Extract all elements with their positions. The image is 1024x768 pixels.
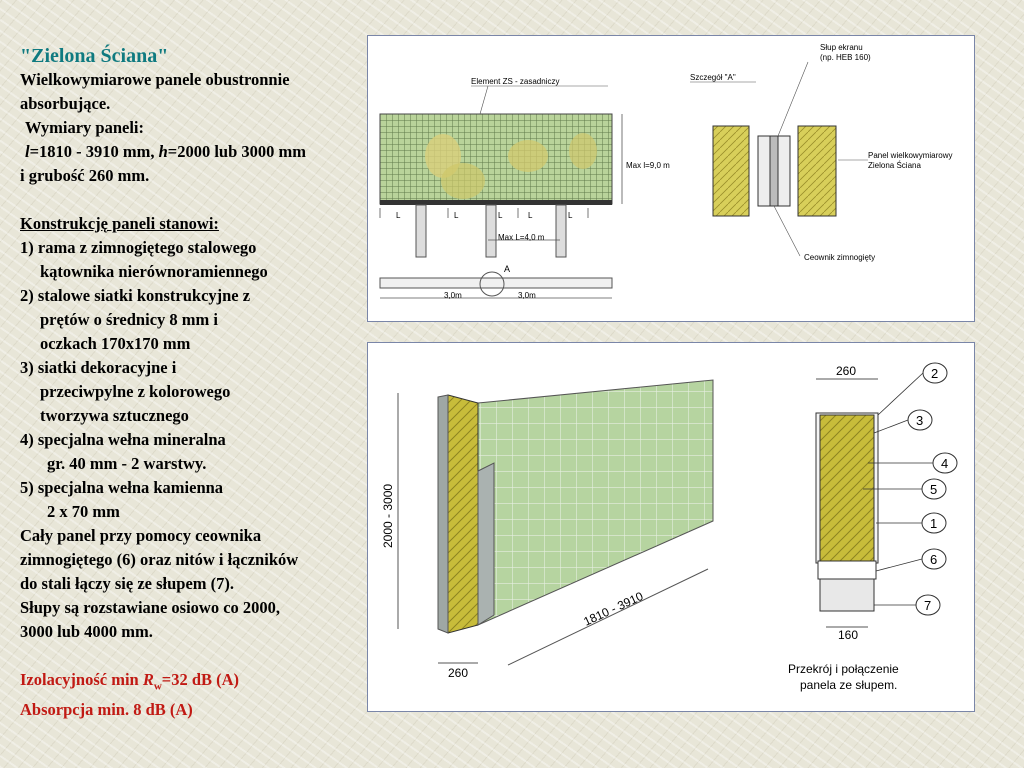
slide-title: "Zielona Ściana" xyxy=(20,45,169,67)
max-height-label: Max l=9,0 m xyxy=(626,161,670,170)
section-caption-2: panela ze słupem. xyxy=(800,678,898,692)
span-letter: L xyxy=(498,211,503,220)
posts xyxy=(416,205,566,257)
span-letter: L xyxy=(528,211,533,220)
var-h: h xyxy=(158,142,168,161)
item-line: prętów o średnicy 8 mm i xyxy=(40,310,218,329)
section-wool xyxy=(820,415,874,561)
dim-thickness: 260 xyxy=(448,666,469,680)
callout-3: 3 xyxy=(916,413,924,428)
column-sublabel: (np. HEB 160) xyxy=(820,53,871,62)
item-line: gr. 40 mm - 2 warstwy. xyxy=(47,454,207,473)
callout-6: 6 xyxy=(930,552,938,567)
construction-item-4 xyxy=(20,428,365,476)
panel-edge xyxy=(448,395,478,633)
spacing-label: 3,0m xyxy=(518,291,536,300)
intro-line-1: Wielkowymiarowe panele obustronnie xyxy=(20,70,290,89)
construction-item-5 xyxy=(20,476,365,524)
callout-5: 5 xyxy=(930,482,938,497)
body-line: zimnogiętego (6) oraz nitów i łączników xyxy=(20,550,299,569)
var-r: R xyxy=(142,670,154,689)
var-r-subscript: w xyxy=(153,680,162,693)
insulation-line xyxy=(20,668,365,698)
construction-item-1 xyxy=(20,236,365,284)
var-l: l xyxy=(25,142,30,161)
body-line: Cały panel przy pomocy ceownika xyxy=(20,526,262,545)
item-line: 5) specjalna wełna kamienna xyxy=(20,478,224,497)
callout-7: 7 xyxy=(924,598,932,613)
item-line: przeciwpylne z kolorowego xyxy=(40,382,231,401)
dim-length: 1810 - 3910 xyxy=(581,588,646,629)
section-channel xyxy=(818,561,876,579)
detail-label: Szczegół "A" xyxy=(690,73,736,82)
body-line: Słupy są rozstawiane osiowo co 2000, xyxy=(20,598,281,617)
construction-item-2 xyxy=(20,284,365,356)
column-label: Słup ekranu xyxy=(820,43,863,52)
span-letter: L xyxy=(454,211,459,220)
dim-post-width: 160 xyxy=(838,628,859,642)
dim-section-width: 260 xyxy=(836,364,857,378)
callout-4: 4 xyxy=(941,456,949,471)
dimensions-thickness: i grubość 260 mm. xyxy=(20,166,150,185)
dims-h-value: =2000 lub 3000 mm xyxy=(167,142,307,161)
absorption-line: Absorpcja min. 8 dB (A) xyxy=(20,700,193,720)
detail-panel-right xyxy=(798,126,836,216)
dims-l-value: =1810 - 3910 mm, xyxy=(29,142,159,161)
plan-strip xyxy=(380,278,612,288)
item-line: oczkach 170x170 mm xyxy=(40,334,191,353)
detail-mark: A xyxy=(504,264,511,274)
insulation-value: =32 dB (A) xyxy=(161,670,240,689)
section-post xyxy=(820,579,874,611)
element-label: Element ZS - zasadniczy xyxy=(471,77,560,86)
foliage xyxy=(569,133,597,169)
panel-label: Panel wielkowymiarowy xyxy=(868,151,953,160)
construction-item-3 xyxy=(20,356,365,428)
item-line: 1) rama z zimnogiętego stalowego xyxy=(20,238,257,257)
body-line: do stali łączy się ze słupem (7). xyxy=(20,574,235,593)
construction-heading: Konstrukcję paneli stanowi: xyxy=(20,214,219,233)
section-caption-1: Przekrój i połączenie xyxy=(788,662,899,676)
section-svg xyxy=(368,343,974,711)
detail-panel-left xyxy=(713,126,749,216)
elevation-svg xyxy=(368,36,974,321)
panel-face xyxy=(478,380,713,625)
insulation-prefix: Izolacyjność min xyxy=(20,670,143,689)
dimensions-heading: Wymiary paneli: xyxy=(25,118,145,137)
spacing-label: 3,0m xyxy=(444,291,462,300)
description-column xyxy=(20,44,365,722)
base-beam xyxy=(380,200,612,205)
callout-2: 2 xyxy=(931,366,939,381)
item-line: 2) stalowe siatki konstrukcyjne z xyxy=(20,286,251,305)
span-letter: L xyxy=(396,211,401,220)
item-line: 4) specjalna wełna mineralna xyxy=(20,430,226,449)
dim-height: 2000 - 3000 xyxy=(381,483,395,548)
callout-group xyxy=(863,363,957,615)
foliage xyxy=(508,140,548,172)
item-line: kątownika nierównoramiennego xyxy=(40,262,268,281)
foliage xyxy=(441,163,485,199)
elevation-drawing xyxy=(367,35,975,322)
span-letter: L xyxy=(568,211,573,220)
intro-line-2: absorbujące. xyxy=(20,94,111,113)
dimensions-line xyxy=(20,140,365,164)
panel-sublabel: Zielona Ściana xyxy=(868,161,921,170)
item-line: 3) siatki dekoracyjne i xyxy=(20,358,177,377)
callout-1: 1 xyxy=(930,516,938,531)
panel-frame xyxy=(438,395,448,633)
item-line: tworzywa sztucznego xyxy=(40,406,189,425)
item-line: 2 x 70 mm xyxy=(47,502,120,521)
body-line: 3000 lub 4000 mm. xyxy=(20,622,153,641)
max-span-label: Max L=4,0 m xyxy=(498,233,545,242)
cross-section-drawing xyxy=(367,342,975,712)
channel-label: Ceownik zimnogięty xyxy=(804,253,876,262)
